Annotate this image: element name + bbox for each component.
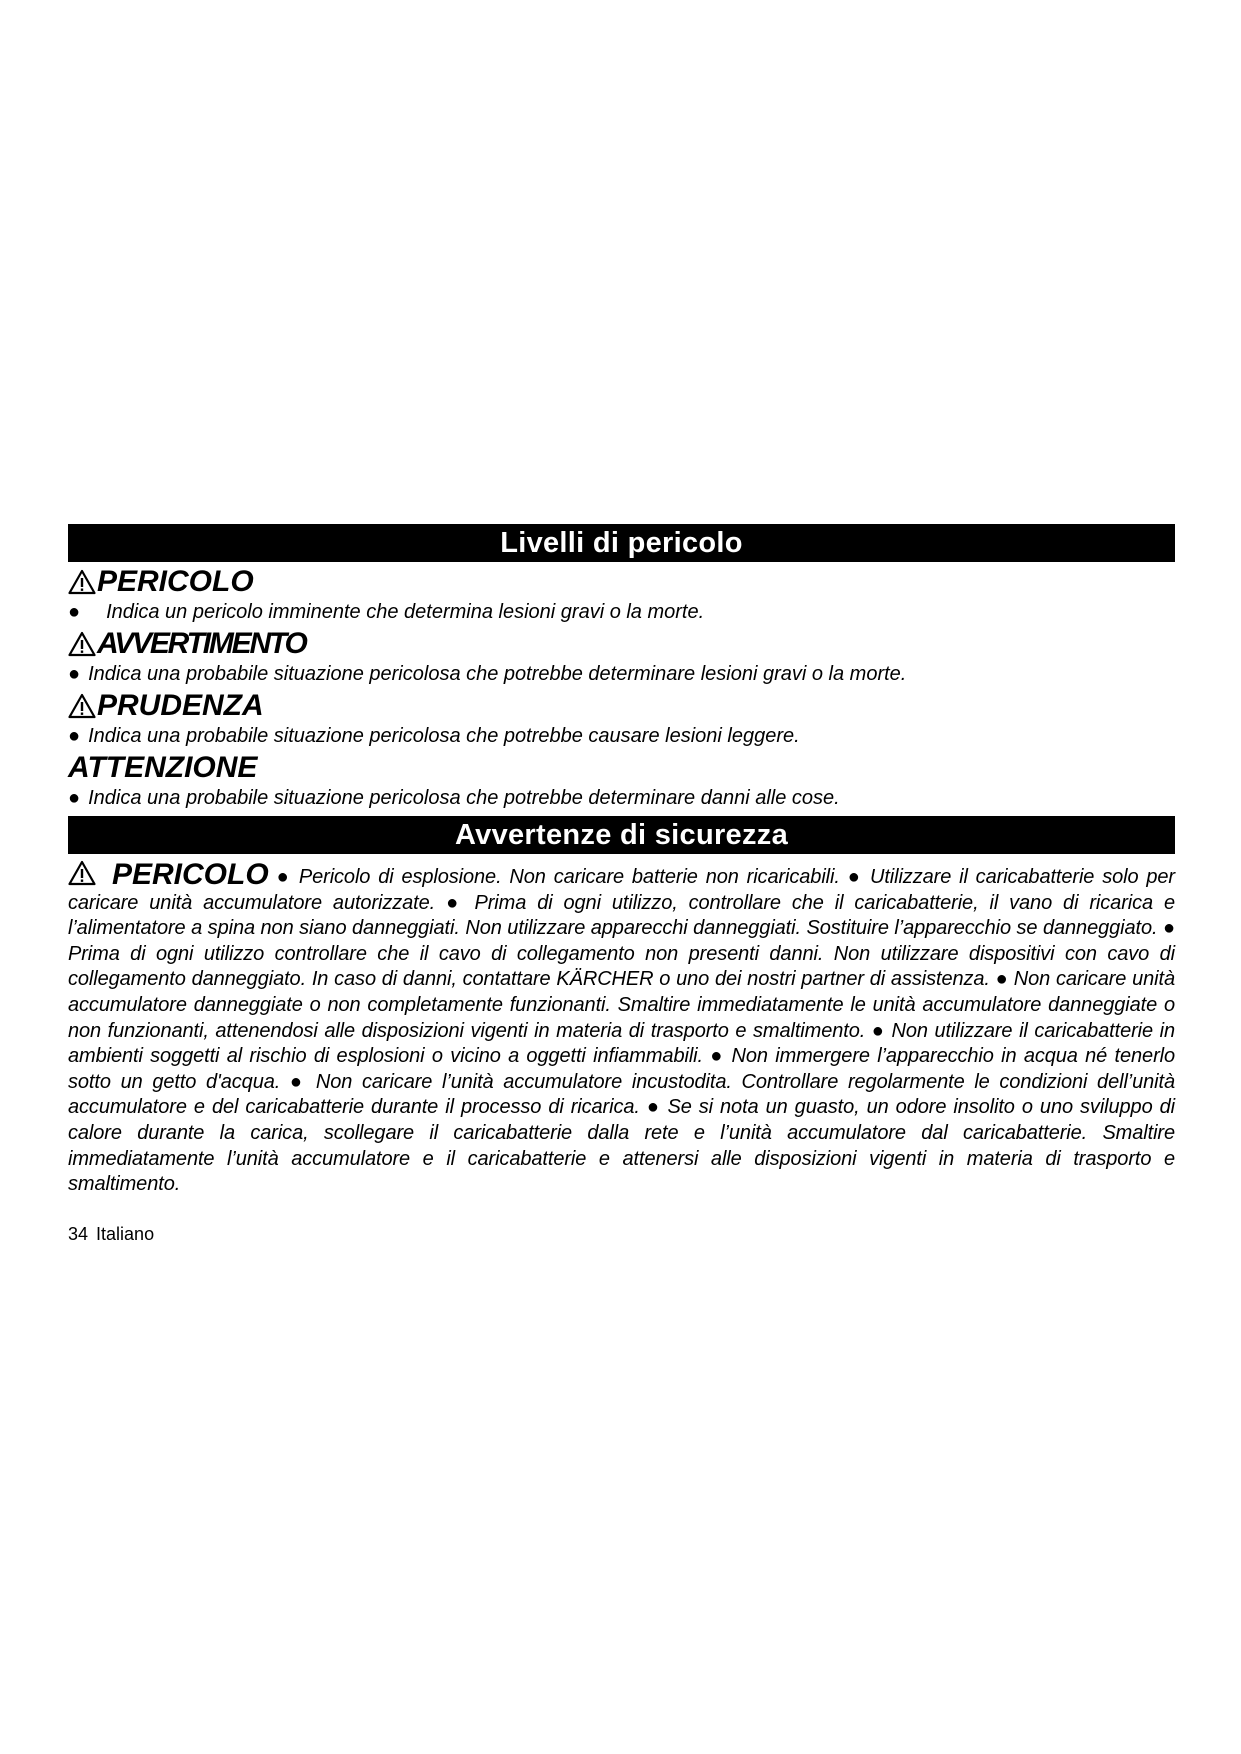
hazard-level-description	[68, 600, 1175, 624]
bullet: ●	[68, 601, 81, 623]
section-heading-safety-warnings: Avvertenze di sicurezza	[68, 816, 1175, 854]
hazard-level-title	[68, 688, 1175, 724]
bullet: ●	[68, 663, 81, 685]
hazard-level-pericolo	[68, 564, 1175, 624]
page-footer	[68, 1223, 162, 1245]
hazard-level-title	[68, 564, 1175, 600]
warning-triangle-icon	[68, 860, 96, 886]
hazard-level-description	[68, 724, 1175, 748]
hazard-level-name: PERICOLO	[97, 565, 254, 598]
safety-lead-label: PERICOLO	[112, 858, 269, 891]
hazard-level-text: Indica una probabile situazione pericolosa che potrebbe determinare lesioni gravi o la morte.	[88, 663, 907, 685]
hazard-level-description	[68, 662, 1175, 686]
hazard-level-prudenza	[68, 688, 1175, 748]
safety-warnings-paragraph	[68, 860, 1175, 1198]
hazard-level-avvertimento	[68, 626, 1175, 686]
warning-triangle-icon	[68, 693, 96, 719]
section-heading-hazard-levels: Livelli di pericolo	[68, 524, 1175, 562]
hazard-level-attenzione	[68, 750, 1175, 810]
hazard-level-text: Indica un pericolo imminente che determina lesioni gravi o la morte.	[106, 601, 705, 623]
hazard-level-text: Indica una probabile situazione pericolosa che potrebbe causare lesioni leggere.	[88, 725, 800, 747]
hazard-level-name: PRUDENZA	[97, 689, 264, 722]
warning-triangle-icon	[68, 569, 96, 595]
bullet: ●	[68, 787, 81, 809]
bullet: ●	[68, 725, 81, 747]
hazard-level-text: Indica una probabile situazione pericolosa che potrebbe determinare danni alle cose.	[88, 787, 840, 809]
footer-language: Italiano	[96, 1224, 155, 1244]
warning-triangle-icon	[68, 631, 96, 657]
hazard-level-description	[68, 786, 1175, 810]
hazard-level-name: ATTENZIONE	[68, 751, 258, 784]
hazard-level-title	[68, 626, 1175, 662]
document-content	[68, 524, 1175, 1198]
hazard-level-title	[68, 750, 1175, 786]
page-number: 34	[68, 1224, 89, 1244]
hazard-level-name: AVVERTIMENTO	[97, 627, 306, 660]
safety-warnings-text: ● Pericolo di esplosione. Non caricare batterie non ricaricabili. ● Utilizzare il caricabatterie solo per caricare unità accumulatore autorizzate. ● Prima di ogni utilizzo, controllare che il caricabatterie, il vano di ricarica e l’alimentatore a spina non siano danneggiati. Non utilizzare apparecchi danneggiati. Sostituire l’apparecchio se danneggiato. ● Prima di ogni utilizzo controllare che il cavo di collegamento non presenti danni. Non utilizzare dispositivi con cavo di collegamento danneggiato. In caso di danni, contattare KÄRCHER o uno dei nostri partner di assistenza. ● Non caricare unità accumulatore danneggiate o non completamente funzionanti. Smaltire immediatamente le unità accumulatore danneggiate o non funzionanti, attenendosi alle disposizioni vigenti in materia di trasporto e smaltimento. ● Non utilizzare il caricabatterie in ambienti soggetti al rischio di esplosioni o vicino a oggetti infiammabili. ● Non immergere l’apparecchio in acqua né tenerlo sotto un getto d'acqua. ● Non caricare l’unità accumulatore incustodita. Controllare regolarmente le condizioni dell’unità accumulatore e del caricabatterie durante il processo di ricarica. ● Se si nota un guasto, un odore insolito o uno sviluppo di calore durante la carica, scollegare il caricabatterie dalla rete e l’unità accumulatore dal caricabatterie. Smaltire immediatamente l’unità accumulatore e il caricabatterie e attenersi alle disposizioni vigenti in materia di trasporto e smaltimento.	[68, 866, 1175, 1196]
